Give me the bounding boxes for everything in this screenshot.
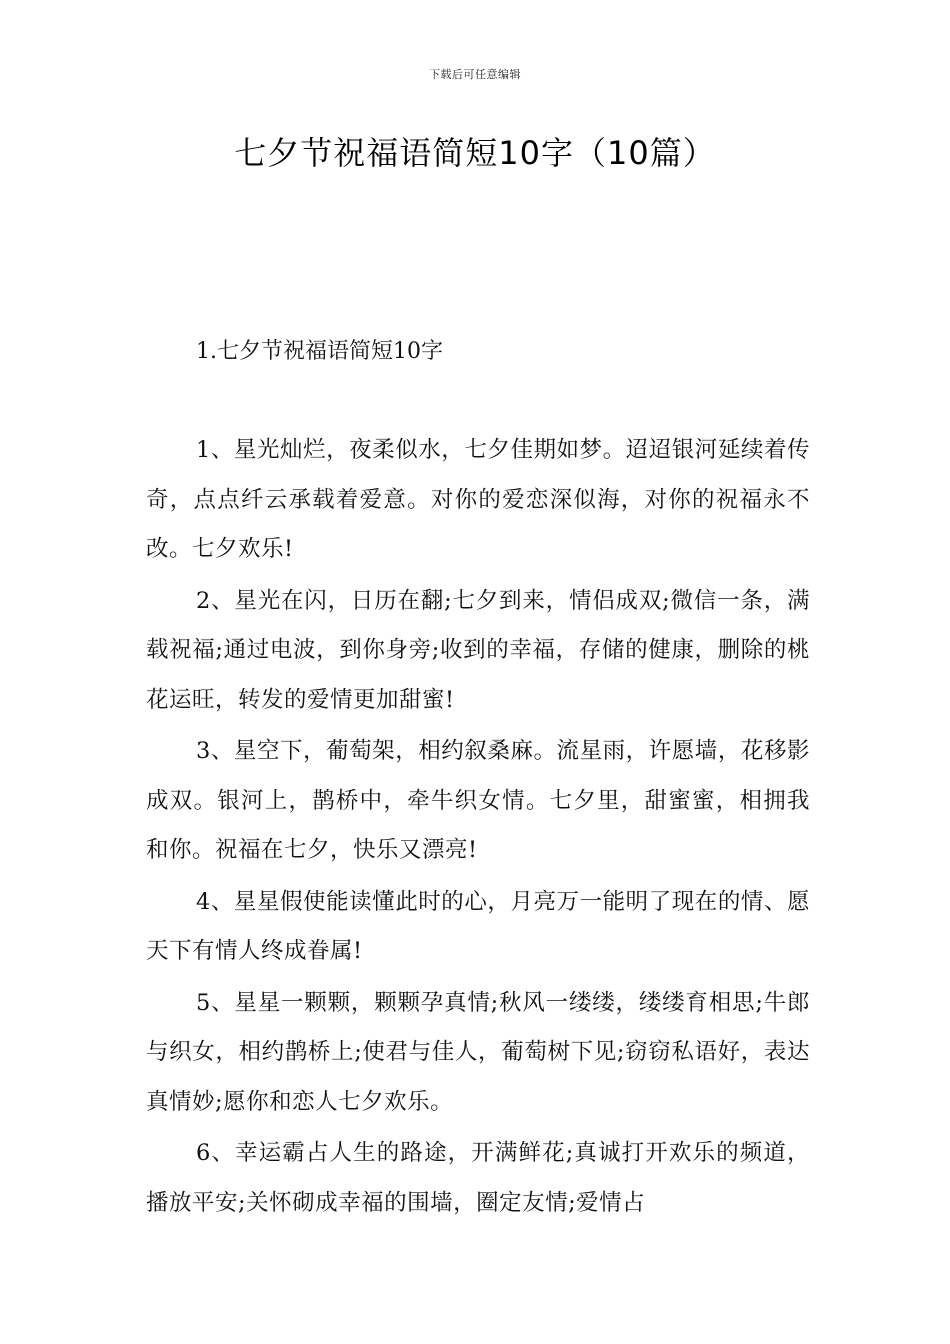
paragraph-1: 1、星光灿烂，夜柔似水，七夕佳期如梦。迢迢银河延续着传奇，点点纤云承载着爱意。对你的爱恋深似海，对你的祝福永不改。七夕欢乐! bbox=[146, 437, 810, 562]
document-title: 七夕节祝福语简短10字（10篇） bbox=[234, 134, 716, 172]
paragraph-5: 5、星星一颗颗，颗颗孕真情;秋风一缕缕，缕缕育相思;牛郎与织女，相约鹊桥上;使君与佳人，葡萄树下见;窃窃私语好，表达真情妙;愿你和恋人七夕欢乐。 bbox=[146, 989, 810, 1115]
paragraph-3: 3、星空下，葡萄架，相约叙桑麻。流星雨，许愿墙，花移影成双。银河上，鹊桥中，牵牛织女情。七夕里，甜蜜蜜，相拥我和你。祝福在七夕，快乐又漂亮! bbox=[146, 738, 810, 863]
paragraph-2: 2、星光在闪，日历在翻;七夕到来，情侣成双;微信一条，满载祝福;通过电波，到你身旁;收到的幸福，存储的健康，删除的桃花运旺，转发的爱情更加甜蜜! bbox=[146, 587, 810, 713]
paragraph-4: 4、星星假使能读懂此时的心，月亮万一能明了现在的情、愿天下有情人终成眷属! bbox=[146, 888, 810, 964]
header-note: 下载后可任意编辑 bbox=[429, 68, 521, 81]
document-body bbox=[146, 426, 810, 1230]
section-heading: 1.七夕节祝福语简短10字 bbox=[196, 339, 443, 364]
paragraph-6: 6、幸运霸占人生的路途，开满鲜花;真诚打开欢乐的频道，播放平安;关怀砌成幸福的围墙，圈定友情;爱情占 bbox=[146, 1140, 810, 1216]
